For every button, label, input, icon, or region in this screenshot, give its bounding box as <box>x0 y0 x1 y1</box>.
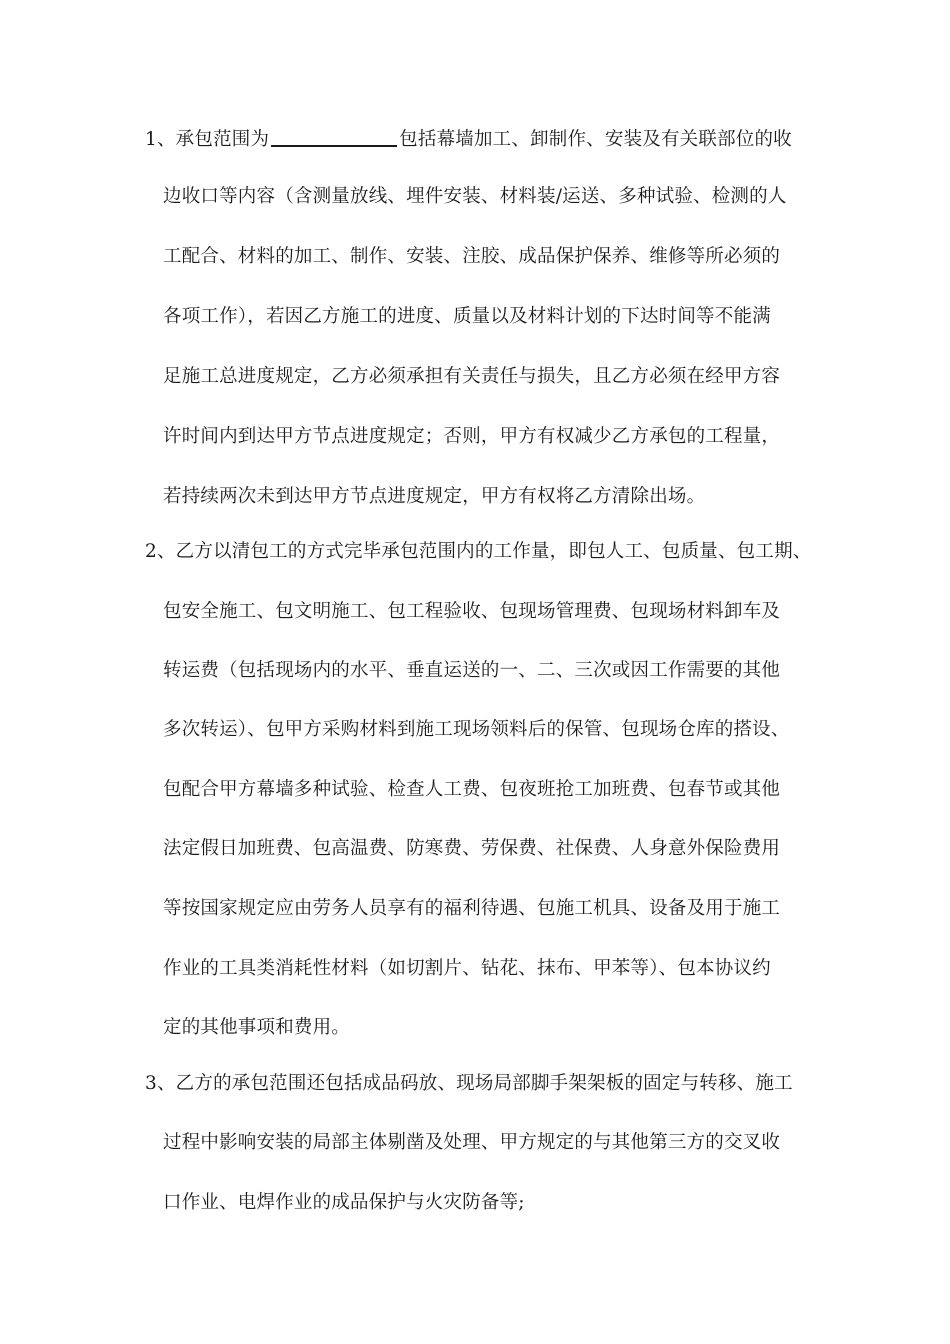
clause-1-blank-field[interactable] <box>271 125 397 147</box>
clause-2-line-9: 定的其他事项和费用。 <box>163 1017 351 1038</box>
clause-1-line-5: 足施工总进度规定，乙方必须承担有关责任与损失，且乙方必须在经甲方容 <box>163 366 781 387</box>
clause-2-line-1: 2、乙方以清包工的方式完毕承包范围内的工作量，即包人工、包质量、包工期、 <box>145 541 812 562</box>
clause-1-lead: 1、承包范围为 <box>145 129 270 150</box>
clause-1-line-2: 边收口等内容（含测量放线、埋件安装、材料装/运送、多种试验、检测的人 <box>163 186 787 207</box>
clause-2-line-5: 包配合甲方幕墙多种试验、检查人工费、包夜班抢工加班费、包春节或其他 <box>163 779 781 800</box>
clause-2-line-4: 多次转运）、包甲方采购材料到施工现场领料后的保管、包现场仓库的搭设、 <box>163 719 790 740</box>
clause-3-line-2: 过程中影响安装的局部主体剔凿及处理、甲方规定的与其他第三方的交叉收 <box>163 1132 781 1153</box>
clause-1-line-7: 若持续两次未到达甲方节点进度规定，甲方有权将乙方清除出场。 <box>163 486 706 507</box>
clause-1-lead-rest: 包括幕墙加工、卸制作、安装及有关联部位的收 <box>399 129 792 150</box>
clause-2-line-2: 包安全施工、包文明施工、包工程验收、包现场管理费、包现场材料卸车及 <box>163 601 781 622</box>
clause-1-line-4: 各项工作），若因乙方施工的进度、质量以及材料计划的下达时间等不能满 <box>163 306 771 327</box>
clause-3-line-1: 3、乙方的承包范围还包括成品码放、现场局部脚手架架板的固定与转移、施工 <box>145 1073 793 1094</box>
clause-1-line-6: 许时间内到达甲方节点进度规定；否则，甲方有权减少乙方承包的工程量， <box>163 426 781 447</box>
clause-2-line-8: 作业的工具类消耗性材料（如切割片、钻花、抹布、甲苯等）、包本协议约 <box>163 958 771 979</box>
clause-2-line-7: 等按国家规定应由劳务人员享有的福利待遇、包施工机具、设备及用于施工 <box>163 898 781 919</box>
clause-1-line-1 <box>145 125 792 152</box>
clause-1-line-3: 工配合、材料的加工、制作、安装、注胶、成品保护保养、维修等所必须的 <box>163 246 781 267</box>
clause-3-line-3: 口作业、电焊作业的成品保护与火灾防备等; <box>163 1192 525 1213</box>
clause-2-line-6: 法定假日加班费、包高温费、防寒费、劳保费、社保费、人身意外保险费用 <box>163 838 781 859</box>
clause-2-line-3: 转运费（包括现场内的水平、垂直运送的一、二、三次或因工作需要的其他 <box>163 660 781 681</box>
